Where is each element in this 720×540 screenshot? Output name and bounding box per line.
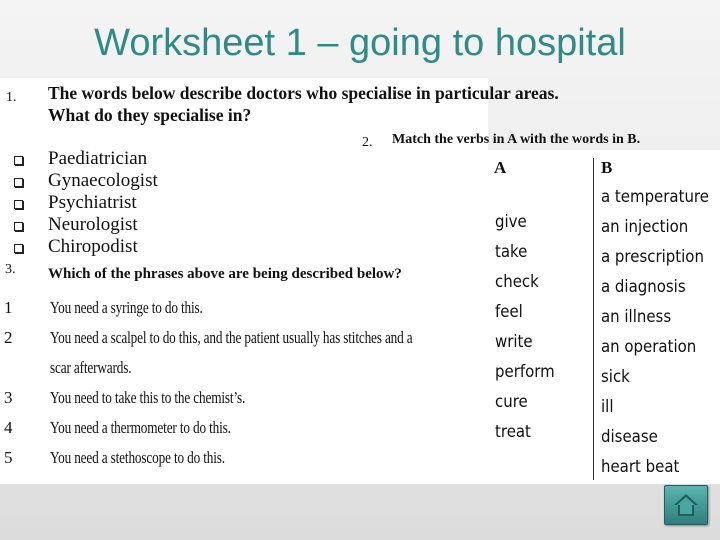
column-b-item: sick xyxy=(601,367,630,387)
column-b-header: B xyxy=(601,158,613,177)
column-b-item: heart beat xyxy=(601,457,680,477)
checkbox-bullet-icon xyxy=(14,178,23,187)
column-b-item: a diagnosis xyxy=(601,277,686,297)
column-b-item: ill xyxy=(601,397,614,417)
question-3-text: Which of the phrases above are being described below? xyxy=(48,266,402,282)
column-b-item: an operation xyxy=(601,337,697,357)
column-b-item: disease xyxy=(601,427,658,447)
question-1-line-1: The words below describe doctors who specialise in particular areas. xyxy=(48,83,559,103)
question-2-number: 2. xyxy=(362,135,373,150)
question-2-text: Match the verbs in A with the words in B. xyxy=(392,132,641,147)
column-b-item: a temperature xyxy=(601,187,709,207)
home-button[interactable] xyxy=(664,485,708,525)
question-1-number: 1. xyxy=(6,90,17,105)
checkbox-bullet-icon xyxy=(14,244,23,253)
column-a-item: cure xyxy=(495,392,528,412)
question-1-text xyxy=(48,82,718,126)
column-b-item: a prescription xyxy=(601,247,704,267)
column-a-item: treat xyxy=(495,422,531,442)
column-b-item: an illness xyxy=(601,307,672,327)
checkbox-bullet-icon xyxy=(14,200,23,209)
column-a-item: feel xyxy=(495,302,523,322)
column-a-item: give xyxy=(495,212,527,232)
page-title: Worksheet 1 – going to hospital xyxy=(94,22,626,64)
column-a-item: perform xyxy=(495,362,555,382)
column-b-item: an injection xyxy=(601,217,689,237)
checkbox-bullet-icon xyxy=(14,156,23,165)
column-a-item: take xyxy=(495,242,528,262)
column-a-item: check xyxy=(495,272,539,292)
question-1-line-2: What do they specialise in? xyxy=(48,105,252,125)
checkbox-bullet-icon xyxy=(14,222,23,231)
question-3-number: 3. xyxy=(5,262,16,277)
column-a-item: write xyxy=(495,332,533,352)
column-a-header: A xyxy=(494,158,507,177)
column-divider xyxy=(593,158,594,480)
home-icon xyxy=(672,492,700,518)
